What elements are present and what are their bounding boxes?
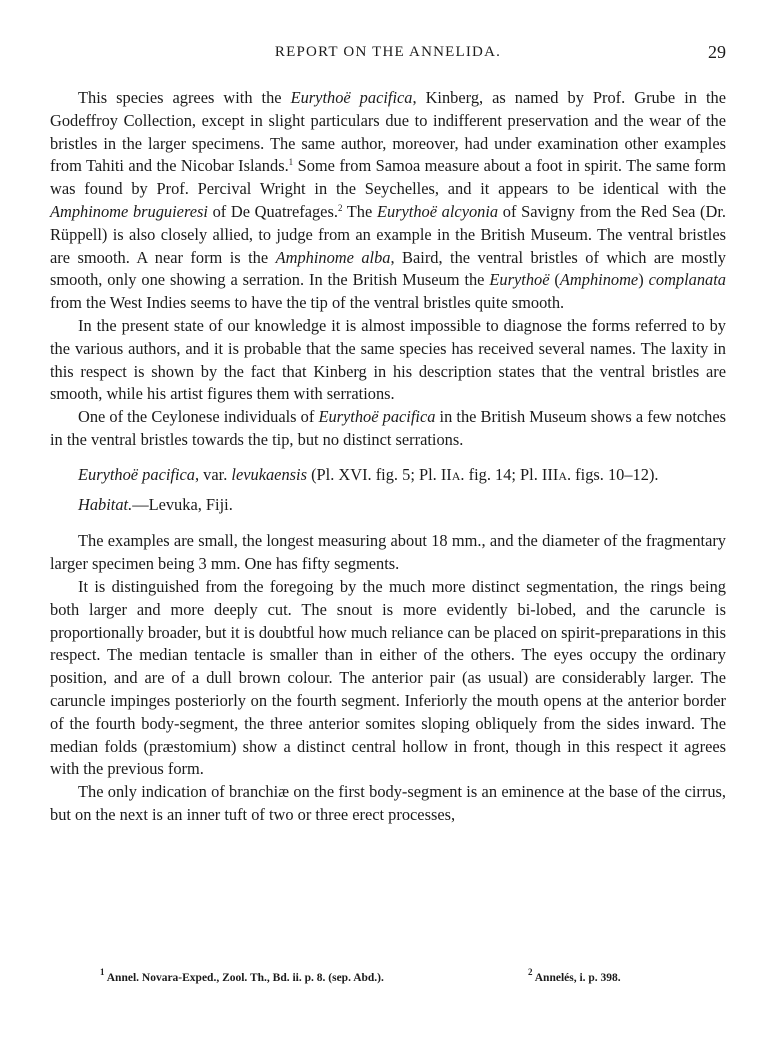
body-text (50, 87, 726, 827)
footnotes (100, 967, 700, 990)
species-heading: Eurythoë pacifica, var. levukaensis (Pl. XVI. fig. 5; Pl. IIA. fig. 14; Pl. IIIA. figs. 10–12). (78, 464, 659, 484)
habitat-label: Habitat. (78, 494, 133, 514)
footnote-ref-2: 2 (337, 202, 343, 213)
paragraph-branchiae: The only indication of branchiæ on the first body-segment is an eminence at the base of the cirrus, but on the next is an inner tuft of two or three erect processes, (50, 782, 726, 824)
footnote-1: $^1$ Annel. Novara-Exped., Zool. Th., Bd. ii. p. 8. (sep. Abd.). (100, 967, 384, 984)
paragraph-species-agreement: This species agrees with the Eurythoë pacifica, Kinberg, as named by Prof. Grube in the Godeffroy Collection, except in slight particulars due to indifferent preservation and the wear of the bristles in the larger specimens. The same author, moreover, had under examination other examples from Tahiti and the Nicobar Islands.$^1$ Some from Samoa measure about a foot in spirit. The same form was found by Prof. Percival Wright in the Seychelles, and it appears to be identical with the Amphinome bruguieresi of De Quatrefages.$^2$ The Eurythoë alcyonia of Savigny from the Red Sea (Dr. Rüppell) is also closely allied, to judge from an example in the British Museum. The ventral bristles are smooth. A near form is the Amphinome alba, Baird, the ventral bristles of which are mostly smooth, only one showing a serration. In the British Museum the Eurythoë (Amphinome) complanata from the West Indies seems to have the tip of the ventral bristles quite smooth. (50, 88, 727, 313)
paragraph-ceylonese: One of the Ceylonese individuals of Eurythoë pacifica in the British Museum shows a few notches in the ventral bristles towards the tip, but no distinct serrations. (50, 407, 726, 449)
paragraph-examples-size: The examples are small, the longest measuring about 18 mm., and the diameter of the fragmentary larger specimen being 3 mm. One has fifty segments. (50, 531, 726, 574)
running-head (50, 42, 726, 64)
paragraph-knowledge-state: In the present state of our knowledge it is almost impossible to diagnose the forms referred to by the various authors, and it is probable that the same species has received several names. The laxity in this respect is shown by the fact that Kinberg in his description states that the ventral bristles are smooth, while his artist figures them with serrations. (50, 315, 726, 404)
paragraph-distinguished: It is distinguished from the foregoing by the much more distinct segmentation, the rings being both larger and more deeply cut. The snout is more evidently bi-lobed, and the caruncle is proportionally broader, but it is doubtful how much reliance can be placed on spirit-preparations in this respect. The median tentacle is smaller than in either of the others. The eyes occupy the ordinary position, and are of a dull brown colour. The anterior pair (as usual) are considerably larger. The caruncle impinges posteriorly on the fourth segment. Inferiorly the mouth opens at the anterior border of the fourth body-segment, the three anterior somites sloping obliquely from the sides inward. The median folds (præstomium) show a distinct central hollow in front, though in this respect it agrees with the previous form. (50, 576, 726, 779)
footnote-ref-1: 1 (288, 157, 294, 168)
page-number: 29 (708, 42, 726, 62)
habitat-line: Habitat.—Levuka, Fiji. (78, 494, 233, 514)
footnote-2: $^2$ Annelés, i. p. 398. (528, 967, 621, 984)
running-title: REPORT ON THE ANNELIDA. (274, 44, 502, 60)
